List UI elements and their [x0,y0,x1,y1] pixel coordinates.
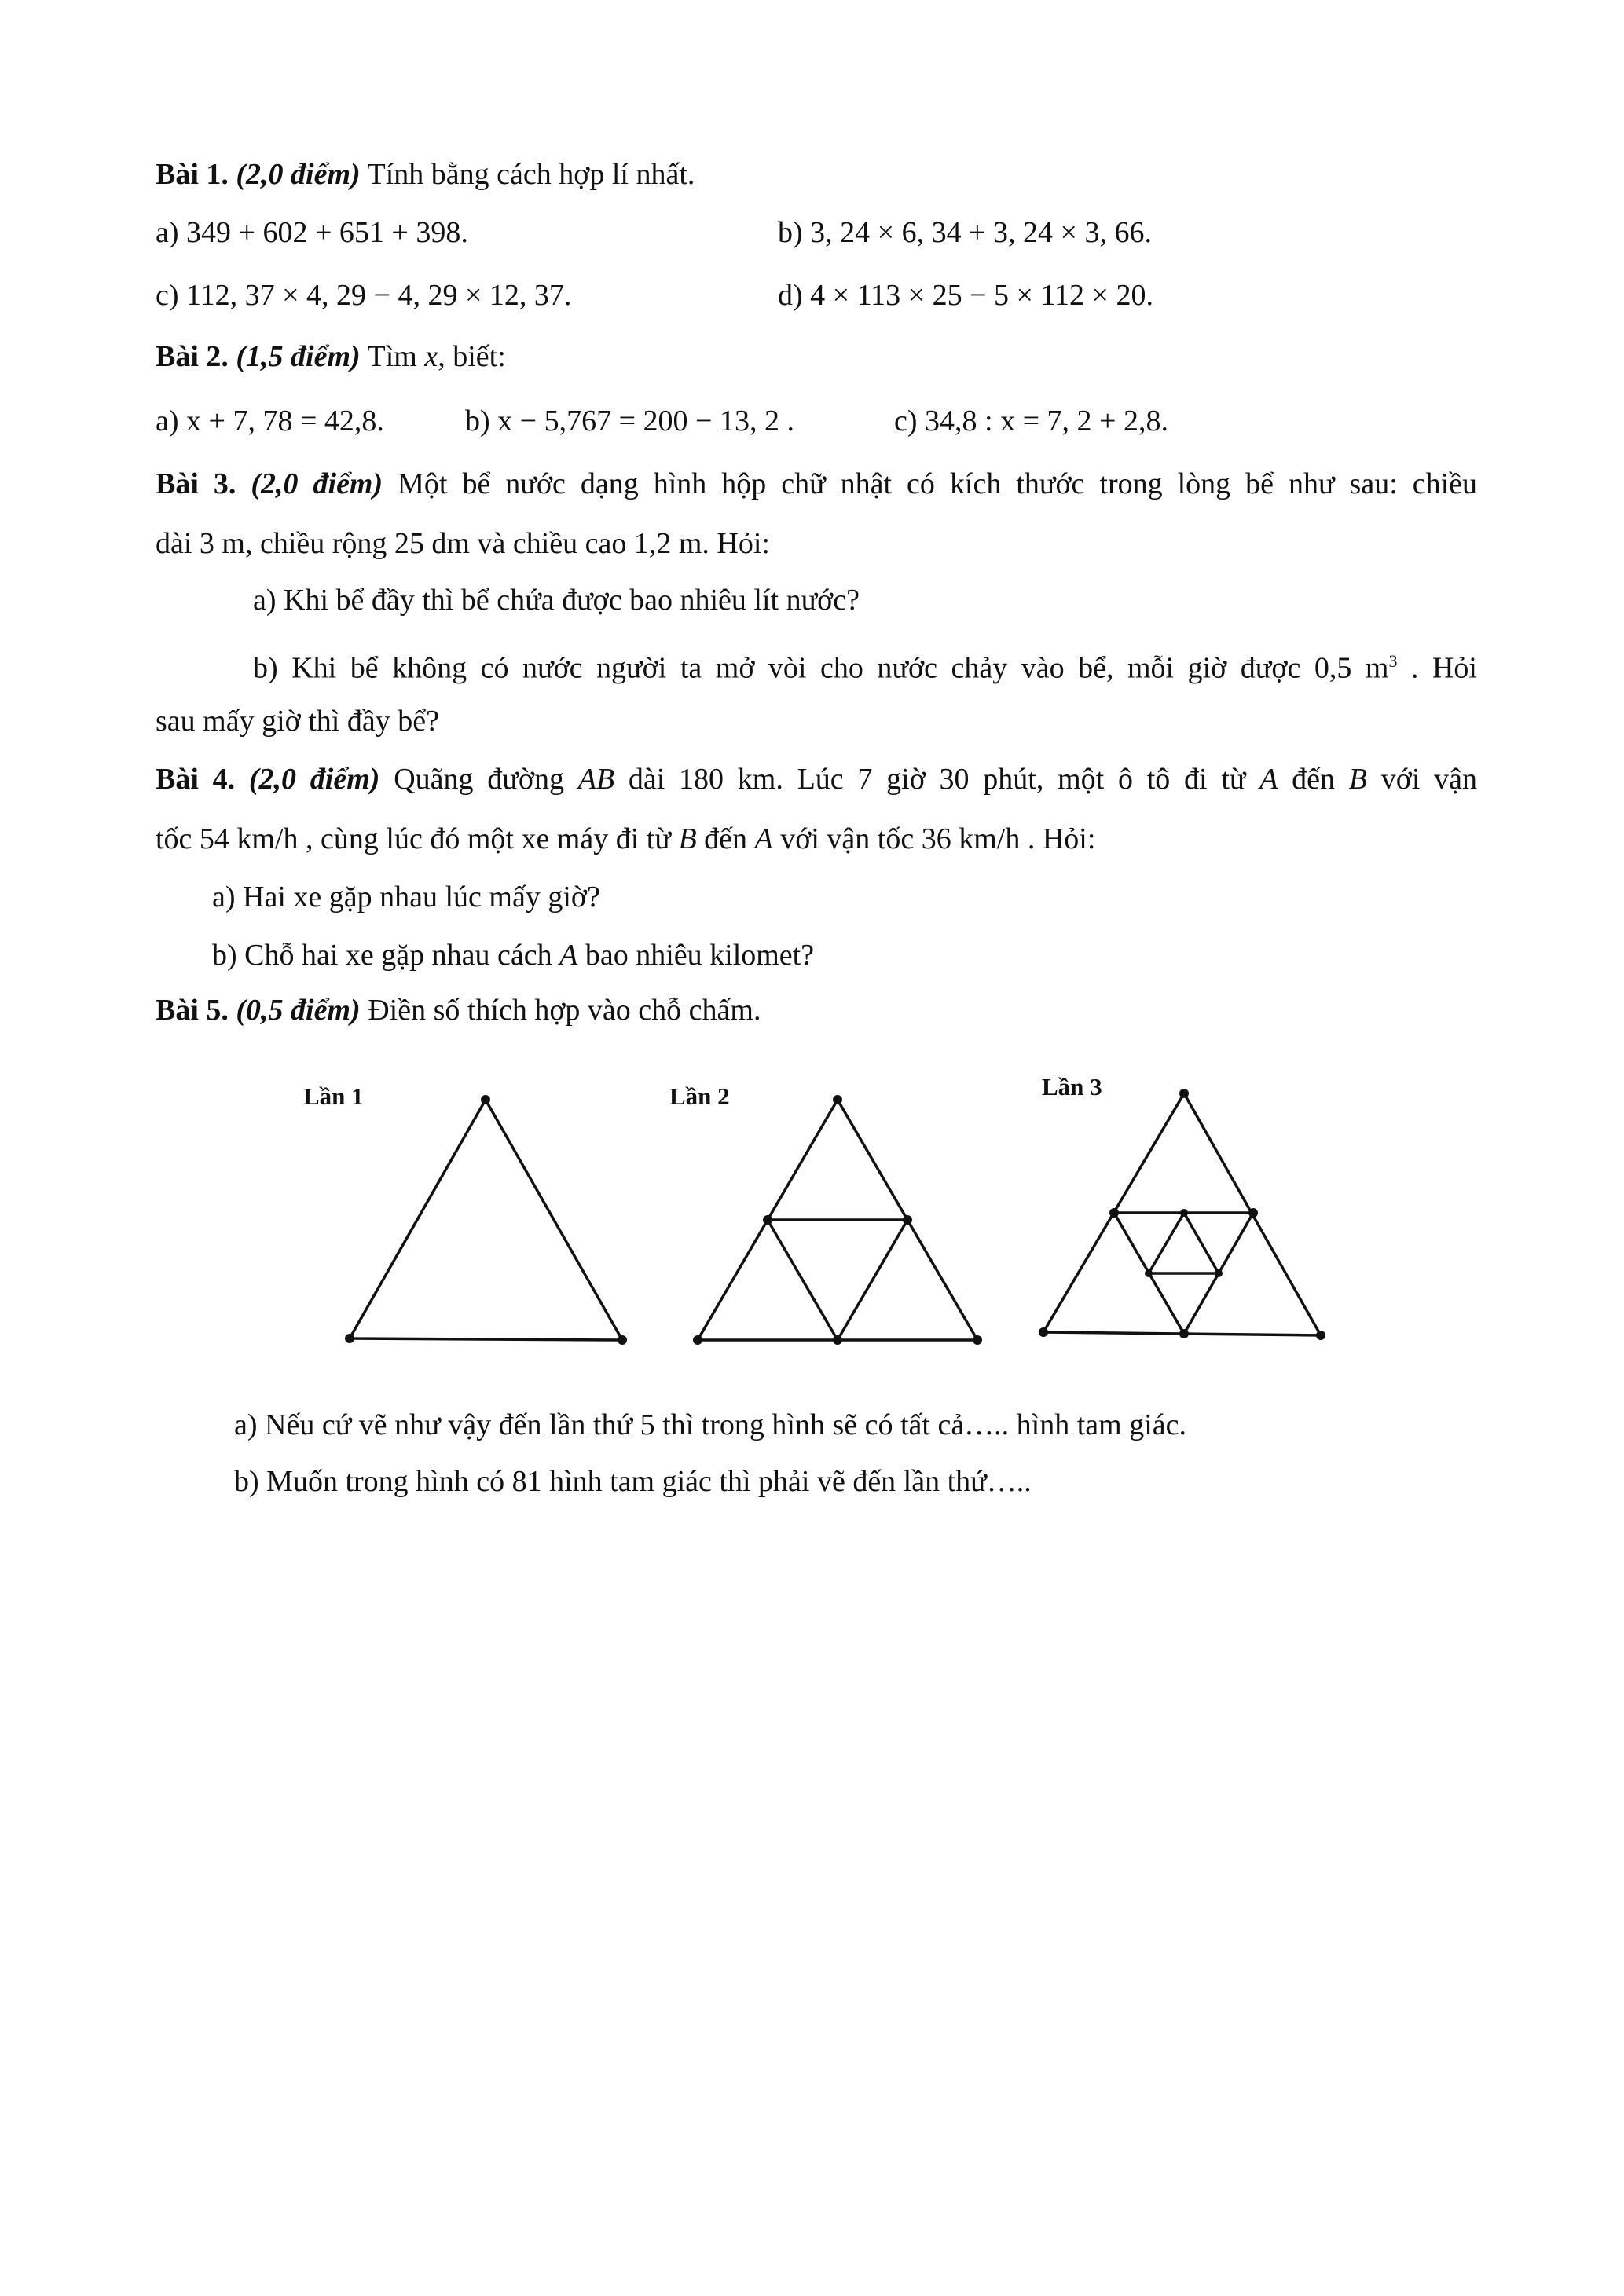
bai3-b-line2: sau mấy giờ thì đầy bể? [156,705,439,738]
bai4-text: dài 180 km. Lúc 7 giờ 30 phút, một ô tô đi từ [614,763,1260,796]
bai4-point-b: B [678,822,697,855]
bai4-text: tốc 54 km/h , cùng lúc đó một xe máy đi từ [156,822,679,855]
bai3-b-post: . Hỏi [1397,651,1477,685]
bai3-b-sup: 3 [1388,651,1398,671]
bai2-a: a) x + 7, 78 = 42,8. [156,405,384,438]
bai5-b: b) Muốn trong hình có 81 hình tam giác thì phải vẽ đến lần thứ….. [234,1465,1032,1498]
bai4-text: với vận tốc 36 km/h . Hỏi: [772,822,1096,855]
bai3-a: a) Khi bể đầy thì bể chứa được bao nhiêu lít nước? [253,584,860,617]
bai3-b-text: b) Khi bể không có nước người ta mở vòi cho nước chảy vào bể, mỗi giờ được 0,5 m [253,651,1389,685]
bai3-points: (2,0 điểm) [251,467,383,500]
bai4-text: đến [696,822,755,855]
bai1-label: Bài 1. [156,158,229,191]
figure-label-lan-2: Lần 2 [669,1082,730,1110]
bai3-label: Bài 3. [156,467,236,500]
bai2-b: b) x − 5,767 = 200 − 13, 2 . [465,405,794,438]
bai5-points: (0,5 điểm) [236,994,361,1027]
bai1-instruction: Tính bằng cách hợp lí nhất. [367,158,695,191]
bai4-point-a: A [1259,763,1278,796]
bai5-label: Bài 5. [156,994,229,1027]
bai4-text: Quãng đường [394,763,578,796]
figure-label-lan-3: Lần 3 [1042,1073,1102,1100]
bai2-instruction-post: , biết: [438,340,506,373]
bai1-c: c) 112, 37 × 4, 29 − 4, 29 × 12, 37. [156,279,572,312]
bai4-point-a: A [754,822,773,855]
bai1-a: a) 349 + 602 + 651 + 398. [156,216,468,249]
triangle-figure-lan-2 [698,1100,977,1340]
bai1-d: d) 4 × 113 × 25 − 5 × 112 × 20. [778,279,1153,312]
bai4-points: (2,0 điểm) [248,763,380,796]
bai2-points: (1,5 điểm) [236,340,361,373]
bai4-point-a: A [559,939,578,972]
bai4-text: bao nhiêu kilomet? [577,939,815,972]
triangle-figure-lan-1 [350,1100,622,1340]
bai4-a: a) Hai xe gặp nhau lúc mấy giờ? [212,881,600,914]
bai3-text-line1: Một bể nước dạng hình hộp chữ nhật có kích thước trong lòng bể như sau: chiều [398,467,1478,500]
bai4-point-b: B [1348,763,1368,796]
bai4-ab: AB [577,763,615,796]
bai3-line2: dài 3 m, chiều rộng 25 dm và chiều cao 1,2 m. Hỏi: [156,527,770,560]
bai4-text: b) Chỗ hai xe gặp nhau cách [212,939,560,972]
figure-label-lan-1: Lần 1 [303,1082,364,1110]
bai2-instruction-pre: Tìm [367,340,425,373]
bai4-text: với vận [1367,763,1478,796]
bai2-label: Bài 2. [156,340,229,373]
bai5-instruction: Điền số thích hợp vào chỗ chấm. [368,994,761,1027]
bai2-c: c) 34,8 : x = 7, 2 + 2,8. [894,405,1168,438]
bai4-label: Bài 4. [156,763,236,796]
bai4-text: đến [1278,763,1349,796]
bai2-var: x [424,340,438,373]
bai5-a: a) Nếu cứ vẽ như vậy đến lần thứ 5 thì trong hình sẽ có tất cả….. hình tam giác. [234,1408,1187,1441]
bai1-points: (2,0 điểm) [236,158,361,191]
bai1-b: b) 3, 24 × 6, 34 + 3, 24 × 3, 66. [778,216,1152,249]
